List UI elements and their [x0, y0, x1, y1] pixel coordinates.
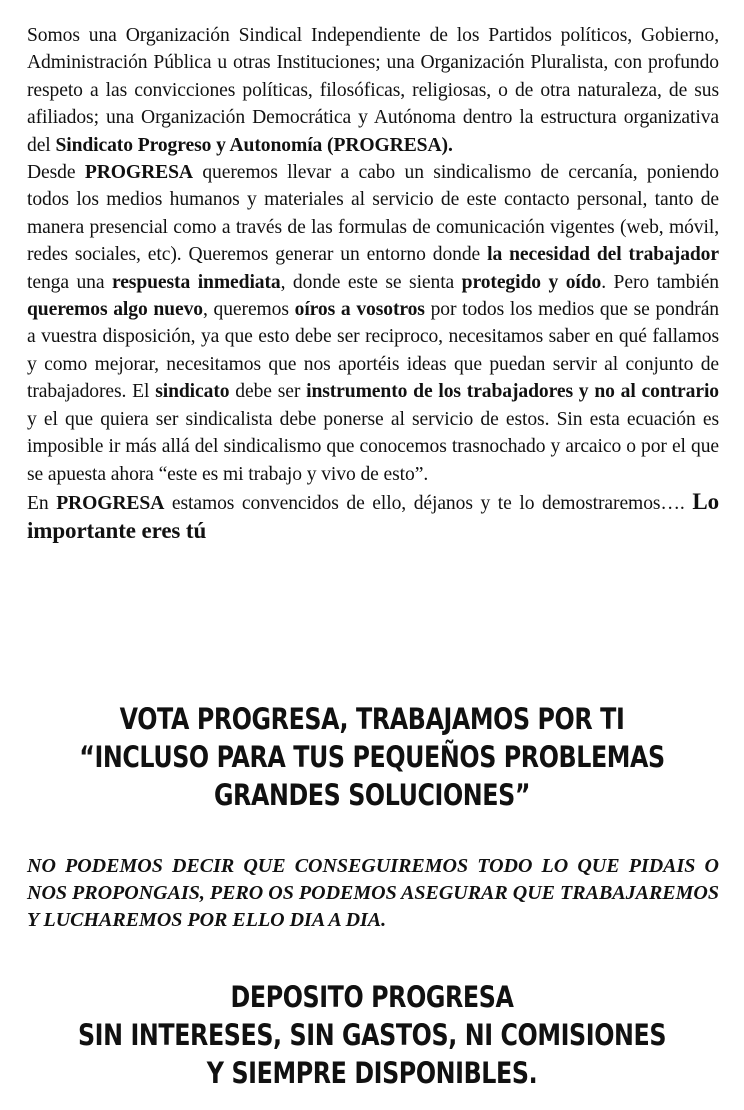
emphasis-text: instrumento de los trabajadores y no al contrario	[306, 381, 719, 403]
mission-text: tenga una	[27, 271, 112, 293]
mission-text: queremos llevar a cabo un sindicalismo de cercanía, poniendo todos los medios humanos y materiales al servicio de este contacto personal, tanto de manera presencial como a través de las formulas de comunicación vigentes (web, móvil, redes sociales, etc). Queremos generar un entorno donde	[27, 162, 720, 266]
slogan-line: “INCLUSO PARA TUS PEQUEÑOS PROBLEMAS	[79, 740, 665, 774]
mission-text: . Pero también	[601, 271, 719, 293]
closing-text: En	[27, 492, 57, 514]
mission-text: y el que quiera ser sindicalista debe ponerse al servicio de estos. Sin esta ecuación es imposible ir más allá del sindicalismo que conocemos trasnochado y arcaico o por el que se apuesta ahora “este es mi trabajo y vivo de esto”.	[27, 408, 719, 485]
emphasis-text: la necesidad del trabajador	[487, 244, 719, 266]
mission-text: Desde	[27, 162, 85, 184]
closing-text: estamos convencidos de ello, déjanos y te lo demostraremos….	[164, 492, 693, 514]
mission-text: , queremos	[202, 299, 295, 321]
slogan-line: VOTA PROGRESA, TRABAJAMOS POR TI	[119, 702, 625, 736]
document-body	[27, 22, 719, 547]
emphasis-text: sindicato	[155, 381, 230, 403]
slogan-line: DEPOSITO PROGRESA	[230, 980, 514, 1014]
union-acronym: PROGRESA	[56, 492, 165, 514]
mission-text: debe ser	[229, 381, 307, 403]
emphasis-text: respuesta inmediata	[111, 271, 281, 293]
emphasis-text: oíros a vosotros	[294, 299, 425, 321]
union-name: Sindicato Progreso y Autonomía (PROGRESA).	[55, 134, 453, 156]
deposit-slogan	[67, 978, 677, 1092]
slogan-line: SIN INTERESES, SIN GASTOS, NI COMISIONES	[77, 1018, 667, 1052]
mission-text: por todos los medios que se pondrán a vuestra disposición, ya que esto debe ser reciproco, necesitamos saber en qué fallamos y como mejorar, necesitamos que nos aportéis ideas que puedan servir al conjunto de trabajadores. El	[27, 299, 719, 403]
mission-paragraph	[27, 159, 719, 488]
intro-text: Somos una Organización Sindical Independiente de los Partidos políticos, Gobierno, Administración Pública u otras Instituciones; una Organización Pluralista, con profundo respeto a las convicciones políticas, filosóficas, religiosas, o de otra naturaleza, de sus afiliados; una Organización Democrática y Autónoma dentro la estructura organizativa del	[27, 25, 719, 156]
intro-paragraph	[27, 22, 719, 159]
emphasis-text: queremos algo nuevo	[27, 299, 203, 321]
slogan-line: Y SIEMPRE DISPONIBLES.	[206, 1056, 538, 1090]
vote-slogan	[67, 700, 677, 814]
slogan-line: GRANDES SOLUCIONES”	[213, 778, 531, 812]
union-acronym: PROGRESA	[84, 162, 193, 184]
commitment-notice: NO PODEMOS DECIR QUE CONSEGUIREMOS TODO LO QUE PIDAIS O NOS PROPONGAIS, PERO OS PODEMOS ASEGURAR QUE TRABAJAREMOS Y LUCHAREMOS POR ELLO DIA A DIA.	[27, 855, 719, 931]
closing-paragraph	[27, 488, 719, 547]
emphasis-text: protegido y oído	[461, 271, 602, 293]
closing-tagline: Lo importante eres tú	[27, 488, 719, 544]
mission-text: , donde este se sienta	[280, 271, 462, 293]
